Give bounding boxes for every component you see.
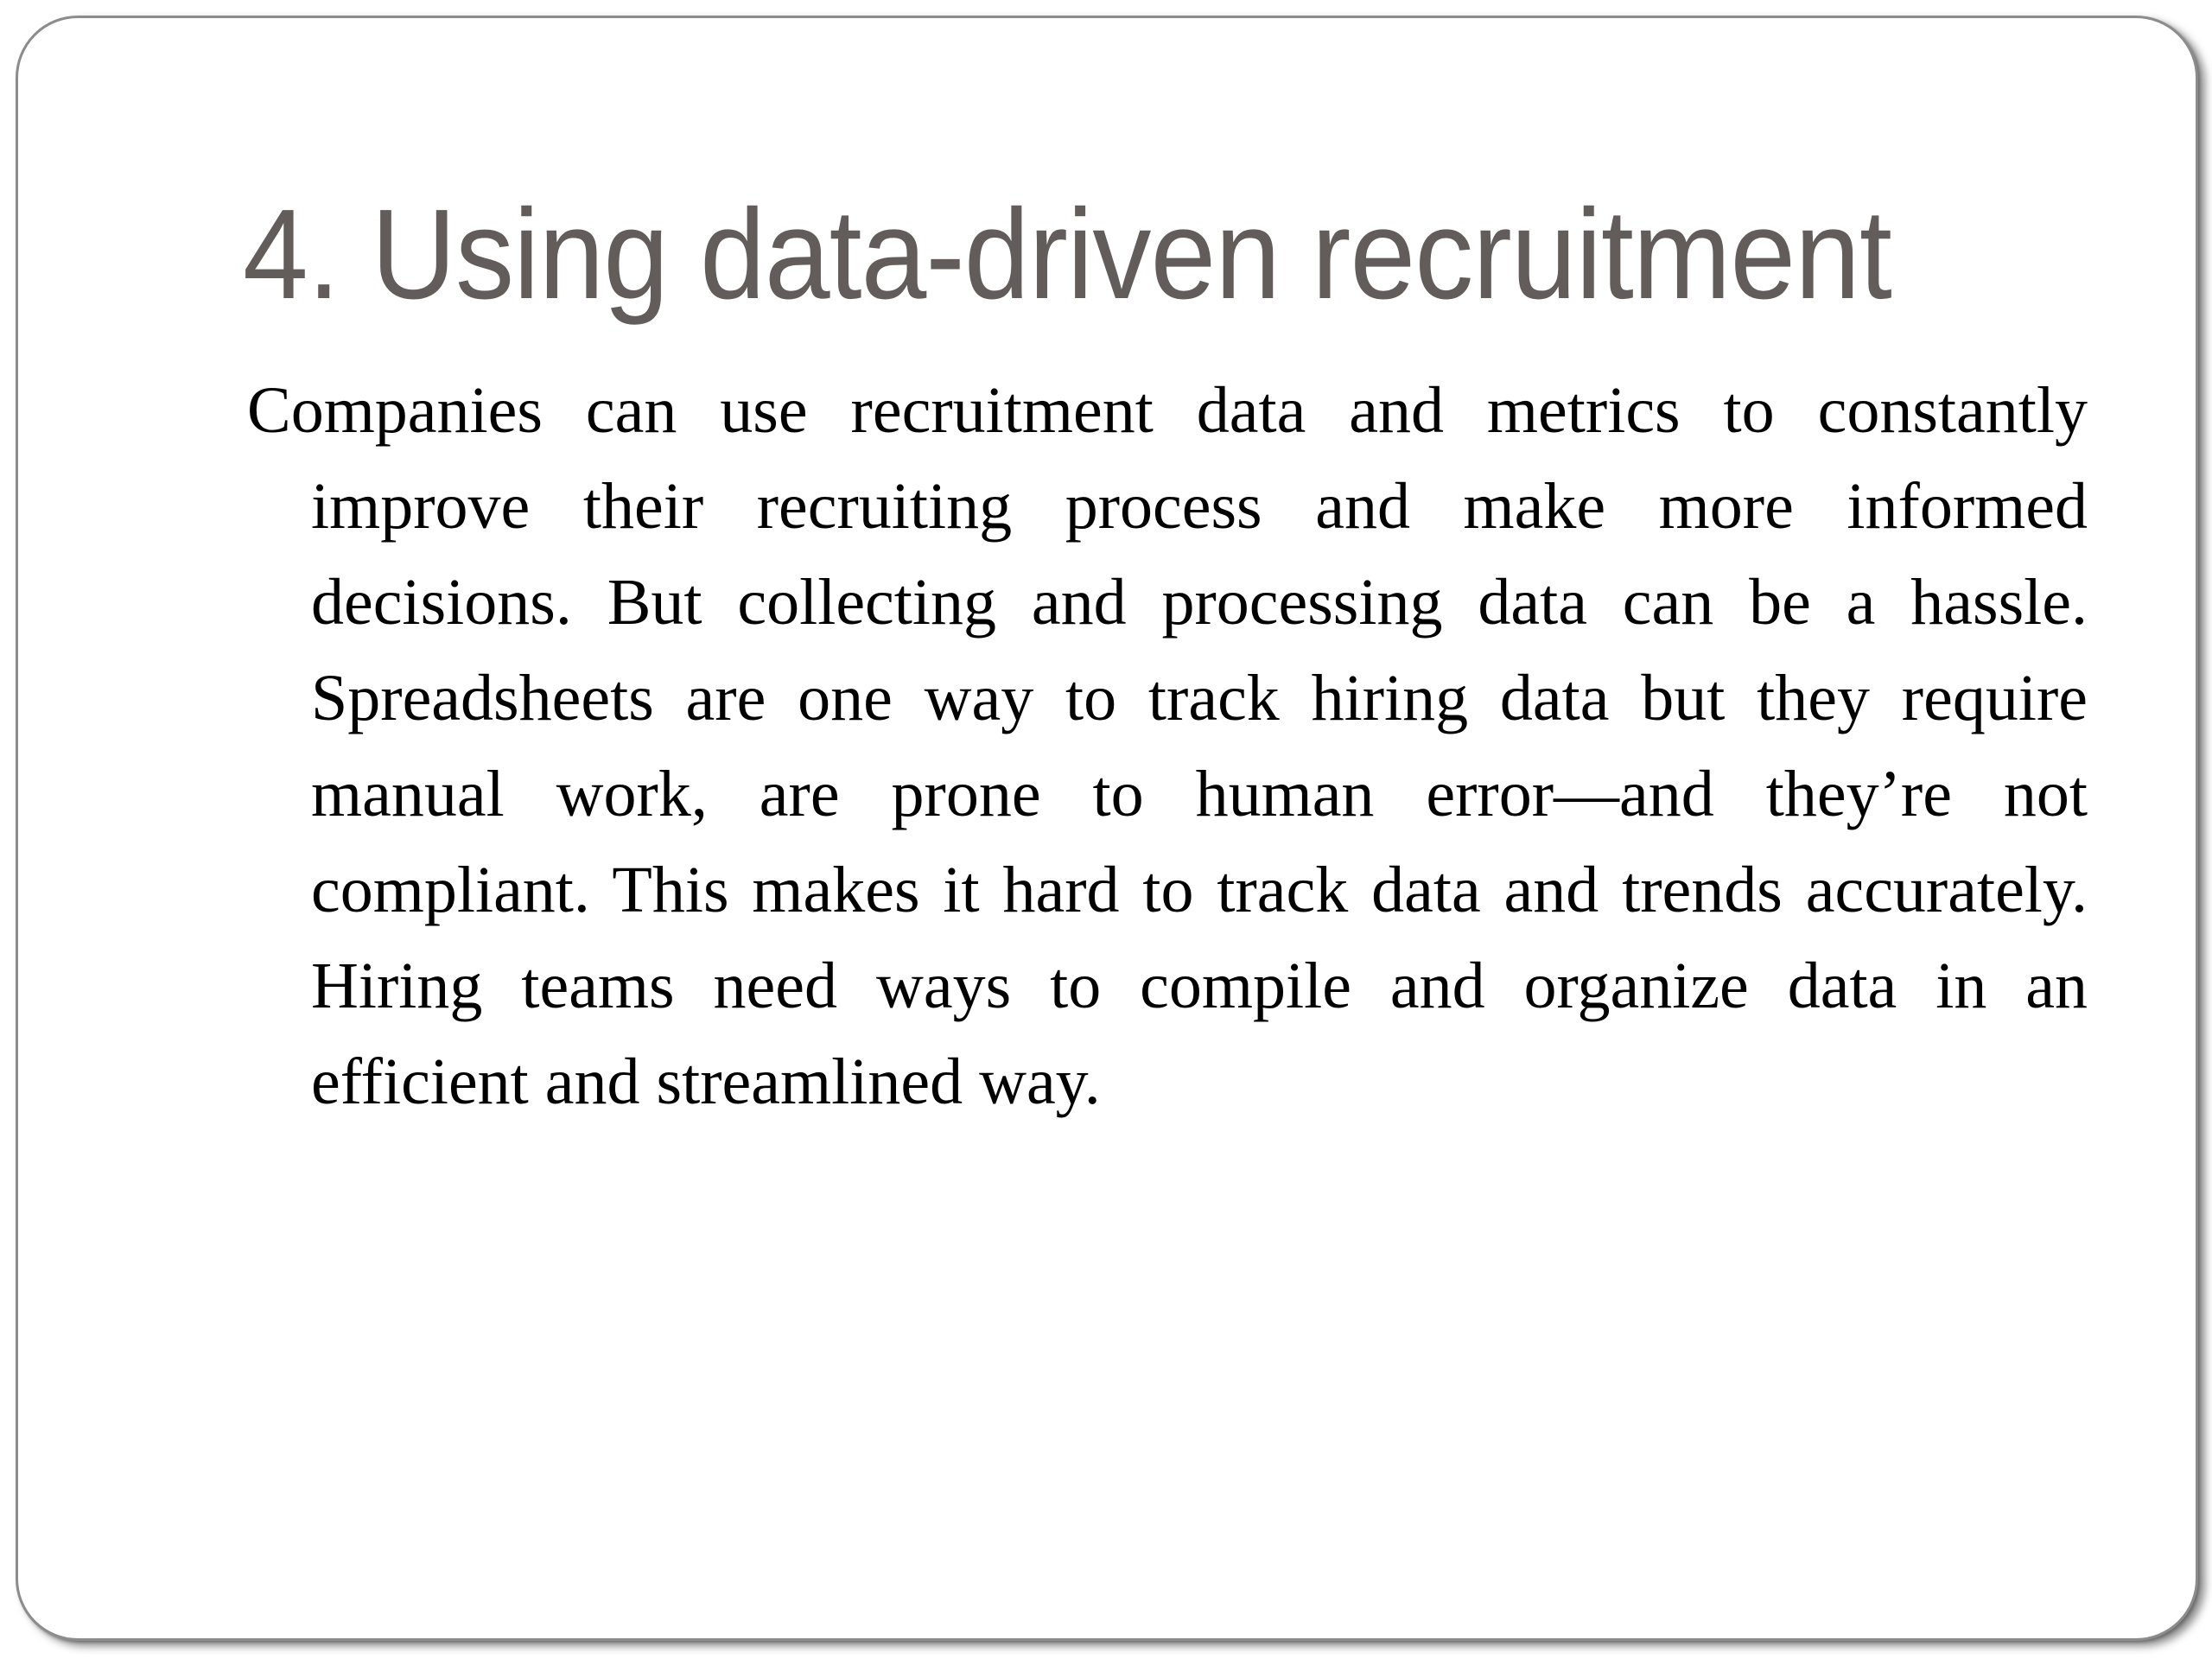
slide-title: 4. Using data-driven recruitment — [243, 183, 1891, 326]
body-paragraph: Companies can use recruitment data and metrics to constantly improve their recruiting process and make more informed decisions. But collecting and processing data can be a hassle. Spreadsheets are one way to track hiring data but they require manual work, are prone to human error—and they’re not compliant. This makes it hard to track data and trends accurately. Hiring teams need ways to compile and organize data in an efficient and streamlined way. — [247, 374, 2088, 1118]
slide-body — [247, 363, 2088, 1130]
